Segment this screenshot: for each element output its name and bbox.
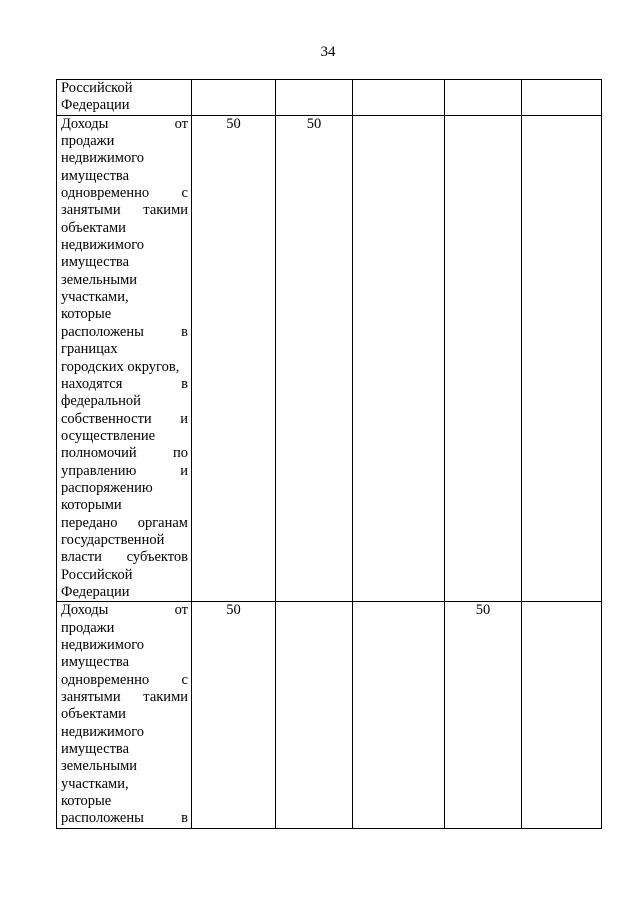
percentage-cell (445, 602, 522, 828)
percentage-cell (192, 80, 276, 116)
percentage-cell (192, 602, 276, 828)
percentage-value: 50 (306, 115, 322, 132)
income-type-line: власти субъектов (61, 549, 188, 566)
income-type-line: участками, (61, 289, 129, 306)
percentage-cell (353, 602, 445, 828)
income-type-line: границах (61, 341, 118, 358)
income-type-line: земельными (61, 271, 138, 288)
table-body (57, 80, 602, 829)
percentage-cell (353, 80, 445, 116)
income-type-line: городских округов, (61, 358, 180, 375)
percentage-cell (522, 80, 602, 116)
income-type-line: осуществление (61, 427, 156, 444)
percentage-cell (276, 115, 353, 602)
income-type-line: недвижимого (61, 637, 145, 653)
income-type-line: которыми (61, 497, 122, 514)
percentage-cell (353, 115, 445, 602)
income-type-line: расположены в (61, 810, 188, 827)
income-type-line: полномочий по (61, 445, 188, 462)
table-row (57, 80, 602, 116)
income-type-line: Федерации (61, 583, 130, 600)
income-type-cell (57, 115, 192, 602)
percentage-cell (445, 115, 522, 602)
percentage-cell (276, 80, 353, 116)
income-type-line: федеральной (61, 393, 141, 410)
budget-allocation-table (56, 79, 602, 829)
income-type-line: государственной (61, 531, 165, 548)
income-type-line: недвижимого (61, 723, 145, 740)
income-type-line: занятыми такими (61, 689, 188, 706)
income-type-line: Российской (61, 80, 133, 96)
page-number: 34 (320, 44, 336, 60)
income-type-line: земельными (61, 758, 138, 775)
income-type-line: Федерации (61, 97, 130, 114)
income-type-line: расположены в (61, 323, 188, 340)
income-type-line: продажи (61, 619, 115, 636)
income-type-line: участками, (61, 775, 129, 792)
income-type-line: продажи (61, 133, 115, 150)
percentage-cell (522, 602, 602, 828)
income-type-line: одновременно с (61, 185, 188, 202)
income-type-cell (57, 602, 192, 828)
income-type-line: которые (61, 793, 112, 810)
income-type-line: Российской (61, 566, 133, 583)
income-type-line: имущества (61, 654, 130, 671)
income-type-line: передано органам (61, 514, 188, 531)
income-type-cell (57, 80, 192, 116)
percentage-value: 50 (226, 602, 241, 619)
percentage-value: 50 (475, 602, 491, 619)
income-type-line: недвижимого (61, 150, 145, 167)
percentage-cell (522, 115, 602, 602)
income-type-line: одновременно с (61, 671, 188, 688)
income-type-line: собственности и (61, 410, 188, 427)
income-type-line: объектами (61, 706, 126, 723)
income-type-line: имущества (61, 167, 130, 184)
income-type-line: которые (61, 306, 112, 323)
table-row (57, 602, 602, 828)
income-type-line: распоряжению (61, 479, 153, 496)
income-type-line: Доходы от (61, 115, 188, 132)
percentage-cell (276, 602, 353, 828)
income-type-line: Доходы от (61, 602, 188, 619)
percentage-cell (192, 115, 276, 602)
income-type-line: имущества (61, 254, 130, 271)
table-row (57, 115, 602, 602)
income-type-line: недвижимого (61, 237, 145, 254)
income-type-line: занятыми такими (61, 202, 188, 219)
income-type-line: имущества (61, 741, 130, 758)
income-type-line: находятся в (61, 375, 188, 392)
percentage-cell (445, 80, 522, 116)
income-type-line: объектами (61, 219, 126, 236)
income-type-line: управлению и (61, 462, 188, 479)
percentage-value: 50 (226, 115, 241, 132)
